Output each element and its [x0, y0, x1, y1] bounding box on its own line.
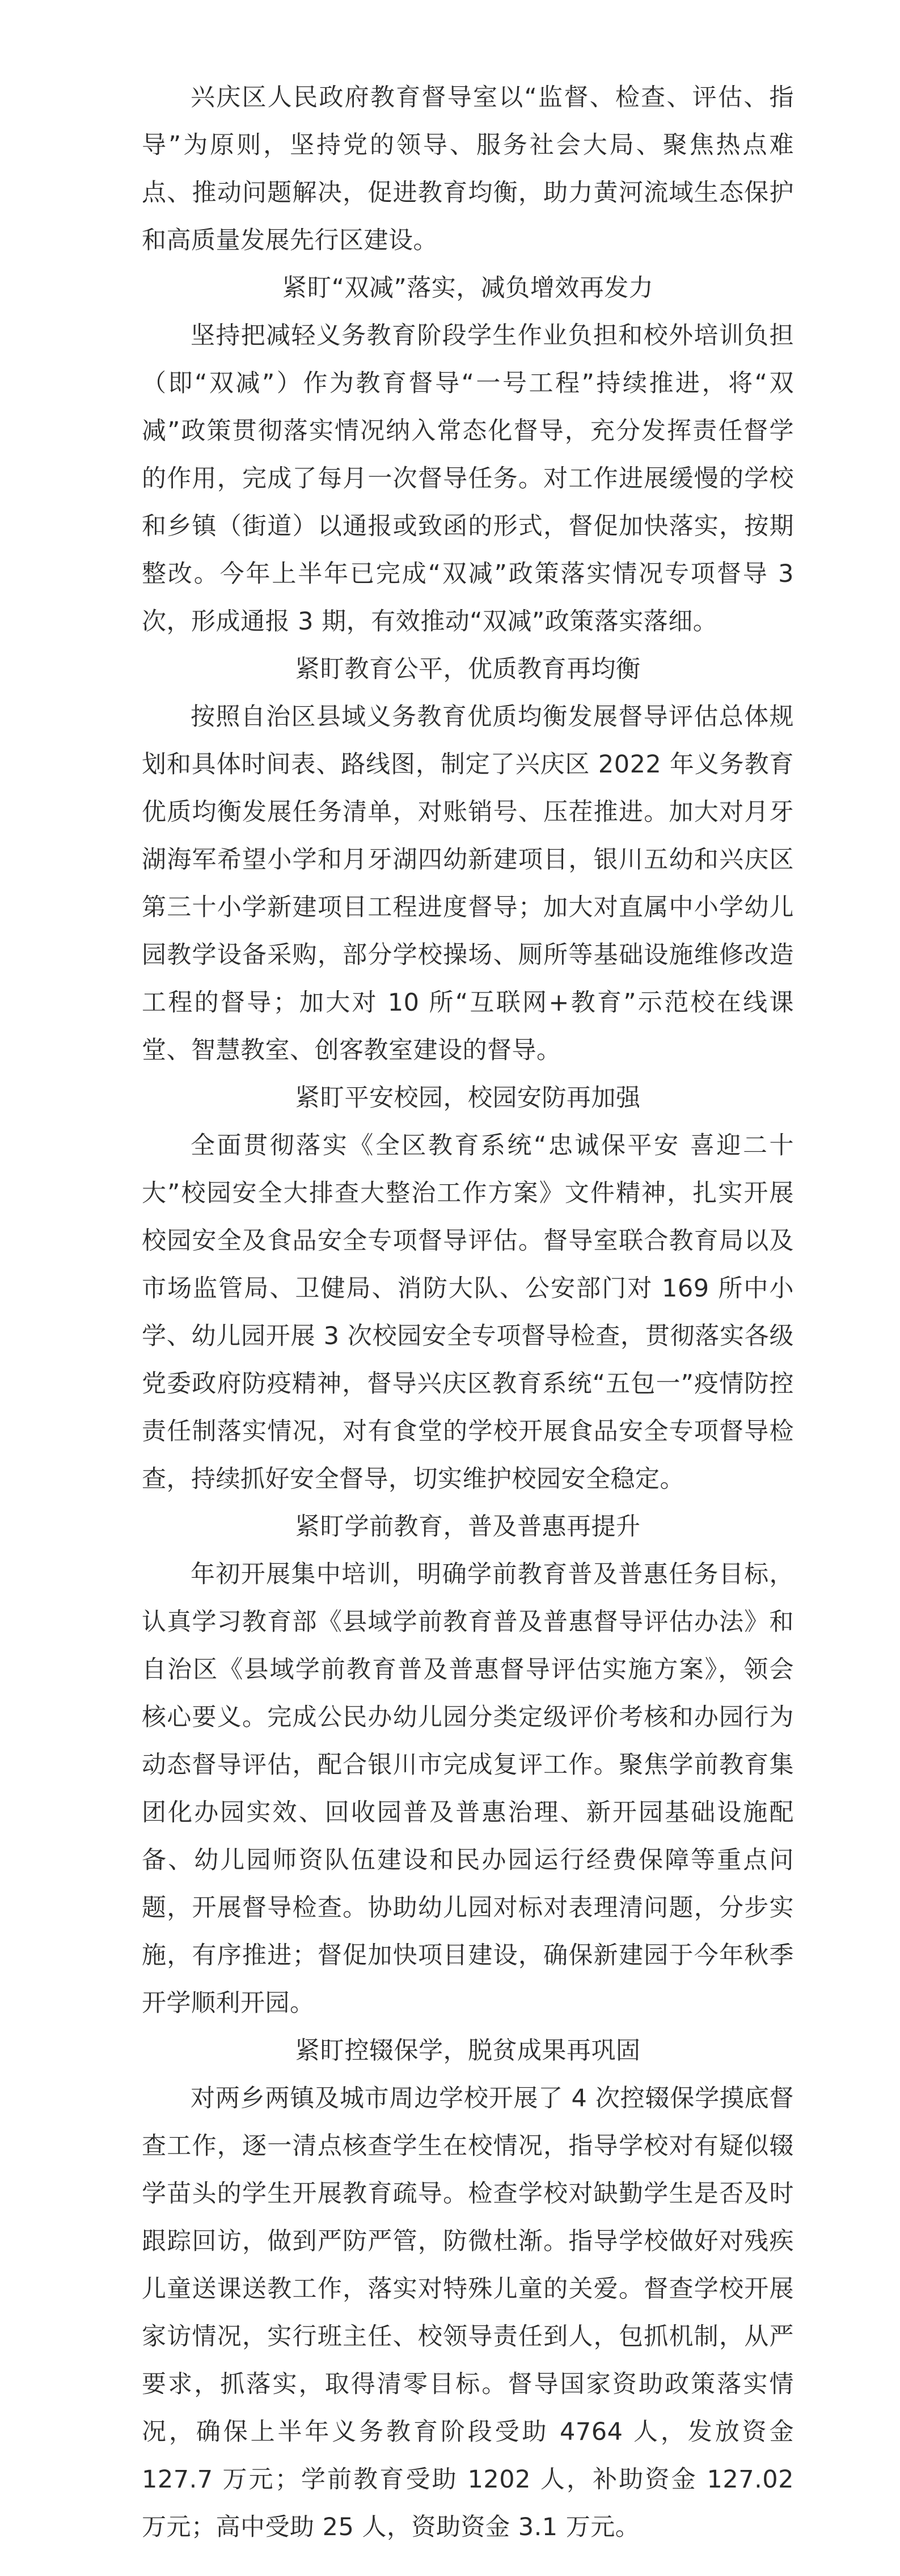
section-body: 全面贯彻落实《全区教育系统“忠诚保平安 喜迎二十大”校园安全大排查大整治工作方案》文件精神，扎实开展校园安全及食品安全专项督导评估。督导室联合教育局以及市场监管局、卫健局、消防大队、公安部门对 169 所中小学、幼儿园开展 3 次校园安全专项督导检查，贯彻落实各级党委政府防疫精神，督导兴庆区教育系统“五包一”疫情防控责任制落实情况，对有食堂的学校开展食品安全专项督导检查，持续抓好安全督导，切实维护校园安全稳定。 [142, 1131, 794, 1493]
section-preschool-education [142, 1503, 794, 2027]
section-double-reduction [142, 264, 794, 645]
section-campus-safety [142, 1074, 794, 1503]
section-heading: 紧盯平安校园，校园安防再加强 [295, 1084, 641, 1112]
intro-paragraph: 兴庆区人民政府教育督导室以“监督、检查、评估、指导”为原则，坚持党的领导、服务社会大局、聚焦热点难点、推动问题解决，促进教育均衡，助力黄河流域生态保护和高质量发展先行区建设。 [142, 83, 794, 255]
section-dropout-control [142, 2027, 794, 2551]
section-heading: 紧盯“双减”落实，减负增效再发力 [282, 274, 654, 302]
article [142, 74, 794, 2551]
section-heading: 紧盯控辍保学，脱贫成果再巩固 [295, 2037, 641, 2065]
section-heading: 紧盯教育公平，优质教育再均衡 [295, 655, 641, 683]
section-education-equity [142, 645, 794, 1074]
section-body: 年初开展集中培训，明确学前教育普及普惠任务目标，认真学习教育部《县域学前教育普及普惠督导评估办法》和自治区《县域学前教育普及普惠督导评估实施方案》，领会核心要义。完成公民办幼儿园分类定级评价考核和办园行为动态督导评估，配合银川市完成复评工作。聚焦学前教育集团化办园实效、回收园普及普惠治理、新开园基础设施配备、幼儿园师资队伍建设和民办园运行经费保障等重点问题，开展督导检查。协助幼儿园对标对表理清问题，分步实施，有序推进；督促加快项目建设，确保新建园于今年秋季开学顺利开园。 [142, 1560, 794, 2017]
section-body: 坚持把减轻义务教育阶段学生作业负担和校外培训负担（即“双减”）作为教育督导“一号工程”持续推进，将“双减”政策贯彻落实情况纳入常态化督导，充分发挥责任督学的作用，完成了每月一次督导任务。对工作进展缓慢的学校和乡镇（街道）以通报或致函的形式，督促加快落实，按期整改。今年上半年已完成“双减”政策落实情况专项督导 3 次，形成通报 3 期，有效推动“双减”政策落实落细。 [142, 322, 794, 636]
section-body: 按照自治区县域义务教育优质均衡发展督导评估总体规划和具体时间表、路线图，制定了兴庆区 2022 年义务教育优质均衡发展任务清单，对账销号、压茬推进。加大对月牙湖海军希望小学和月牙湖四幼新建项目，银川五幼和兴庆区第三十小学新建项目工程进度督导；加大对直属中小学幼儿园教学设备采购，部分学校操场、厕所等基础设施维修改造工程的督导；加大对 10 所“互联网+教育”示范校在线课堂、智慧教室、创客教室建设的督导。 [142, 703, 794, 1065]
section-heading: 紧盯学前教育，普及普惠再提升 [295, 1513, 641, 1541]
section-body: 对两乡两镇及城市周边学校开展了 4 次控辍保学摸底督查工作，逐一清点核查学生在校情况，指导学校对有疑似辍学苗头的学生开展教育疏导。检查学校对缺勤学生是否及时跟踪回访，做到严防严管，防微杜渐。指导学校做好对残疾儿童送课送教工作，落实对特殊儿童的关爱。督查学校开展家访情况，实行班主任、校领导责任到人，包抓机制，从严要求，抓落实，取得清零目标。督导国家资助政策落实情况，确保上半年义务教育阶段受助 4764 人，发放资金 127.7 万元；学前教育受助 1202 人，补助资金 127.02 万元；高中受助 25 人，资助资金 3.1 万元。 [142, 2084, 794, 2541]
